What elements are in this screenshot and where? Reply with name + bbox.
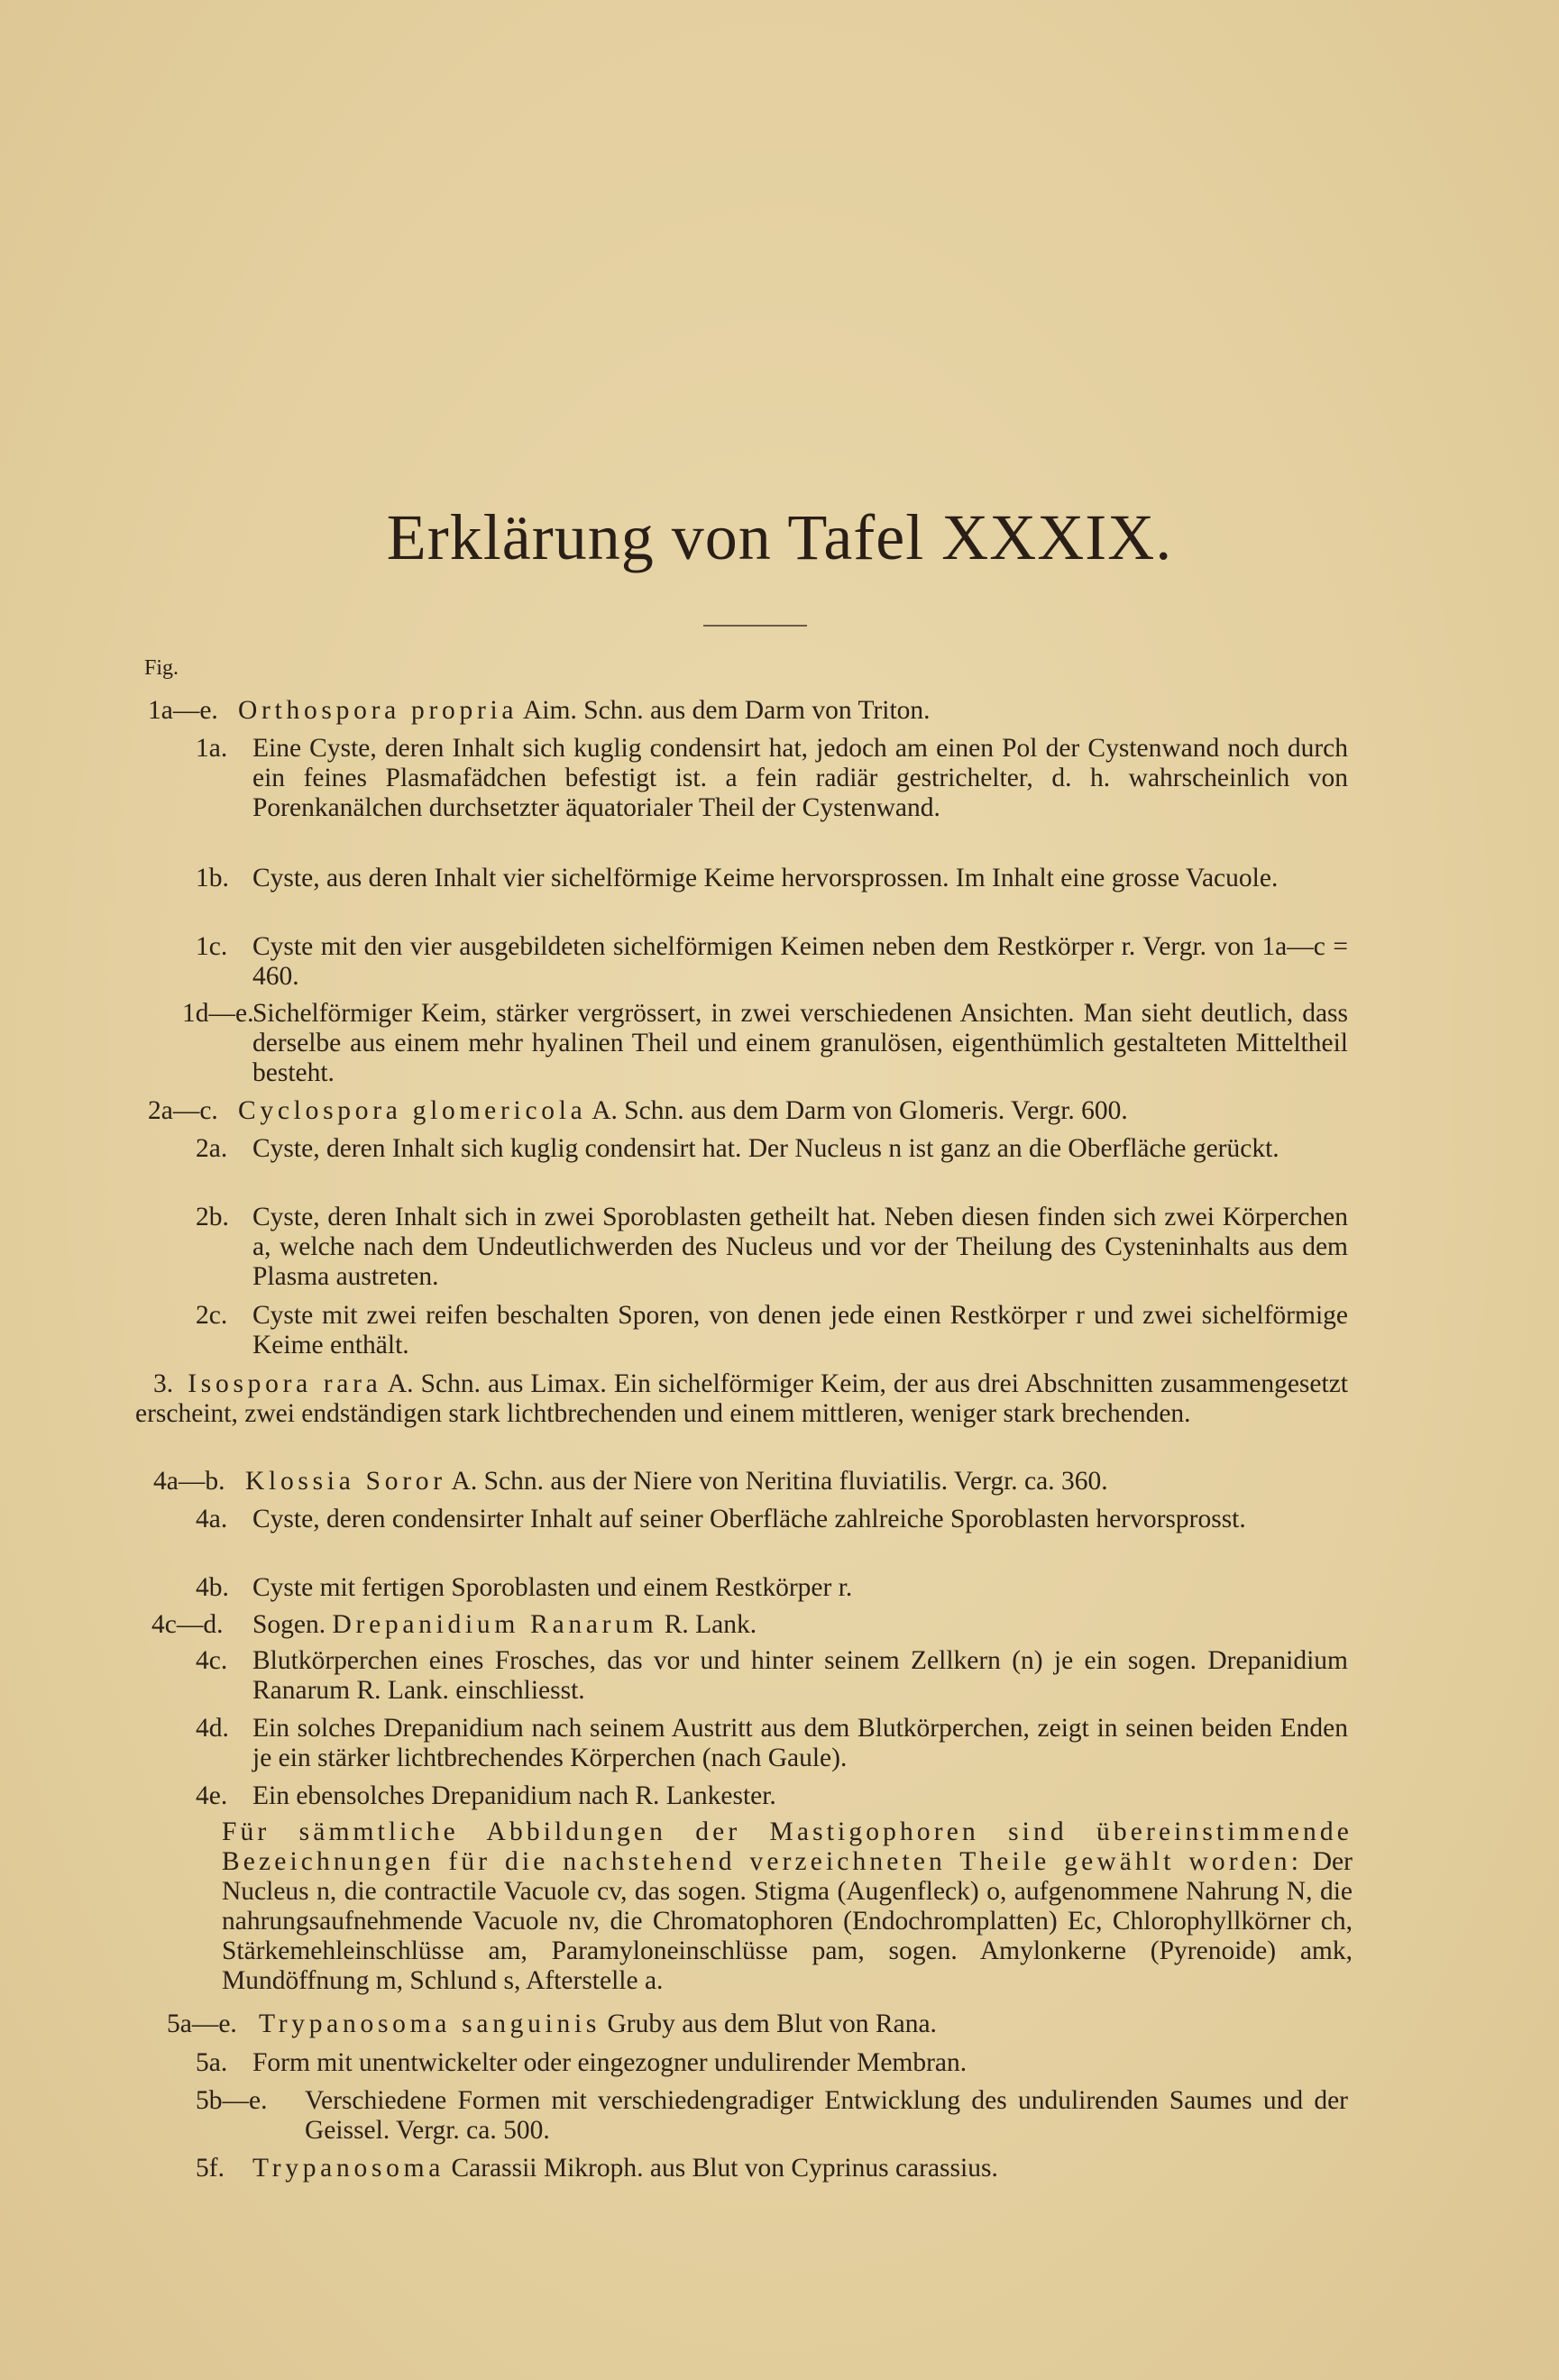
entry-text: Orthospora propria Aim. Schn. aus dem Darm von Triton. bbox=[238, 696, 931, 725]
entry-text: Blutkörperchen eines Frosches, das vor und hinter seinem Zellkern (n) je ein sogen. Drepanidium Ranarum R. Lank. einschliesst. bbox=[252, 1646, 1348, 1705]
entry-label: 5a. bbox=[196, 2048, 228, 2077]
entry-text: Cyste, deren condensirter Inhalt auf seiner Oberfläche zahlreiche Sporoblasten hervorsprosst. bbox=[252, 1505, 1246, 1533]
entry-text: Cyclospora glomericola A. Schn. aus dem Darm von Glomeris. Vergr. 600. bbox=[238, 1096, 1128, 1125]
species-name: Trypanosoma sanguinis bbox=[259, 2009, 601, 2038]
species-name: Drepanidium Ranarum bbox=[332, 1610, 658, 1639]
entry-text: Cyste mit fertigen Sporoblasten und einem Restkörper r. bbox=[252, 1573, 853, 1602]
entry-label: 1a—e. bbox=[148, 696, 218, 725]
title-rule bbox=[703, 625, 807, 627]
entry-text: Sichelförmiger Keim, stärker vergrössert, in zwei verschiedenen Ansichten. Man sieht deutlich, dass derselbe aus einem mehr hyalinen Theil und einem granulösen, eigenthümlich gestalteten Mitteltheil besteht. bbox=[252, 999, 1348, 1087]
entry-label: 5a—e. bbox=[167, 2009, 237, 2038]
entry-text: Ein ebensolches Drepanidium nach R. Lankester. bbox=[252, 1781, 776, 1810]
entry-label: 2b. bbox=[196, 1203, 229, 1231]
entry-text: Cyste, aus deren Inhalt vier sichelförmige Keime hervorsprossen. Im Inhalt eine grosse Vacuole. bbox=[252, 864, 1279, 892]
entry-label: 4d. bbox=[196, 1714, 229, 1743]
entry-label: 4a—b. bbox=[153, 1467, 225, 1496]
entry-text: Trypanosoma sanguinis Gruby aus dem Blut von Rana. bbox=[259, 2009, 937, 2038]
fig-label: Fig. bbox=[144, 656, 179, 680]
entry-label: 4b. bbox=[196, 1573, 229, 1602]
entry-label: 2a. bbox=[196, 1134, 228, 1163]
entry-text: Verschiedene Formen mit verschiedengradiger Entwicklung des undulirenden Saumes und der Geissel. Vergr. ca. 500. bbox=[305, 2086, 1348, 2145]
entry-label: 4c—d. bbox=[151, 1610, 224, 1639]
entry-text: Cyste mit zwei reifen beschalten Sporen, von denen jede einen Restkörper r und zwei sichelförmige Keime enthält. bbox=[252, 1301, 1348, 1359]
entry-label: 5f. bbox=[196, 2154, 225, 2183]
entry-label: 1d—e. bbox=[182, 999, 254, 1028]
entry-label: 2a—c. bbox=[148, 1096, 218, 1125]
entry-text: Klossia Soror A. Schn. aus der Niere von Neritina fluviatilis. Vergr. ca. 360. bbox=[245, 1467, 1108, 1496]
mastigophoren-note bbox=[135, 1817, 1353, 1996]
entry-label: 5b—e. bbox=[196, 2086, 268, 2115]
entry-text: Cyste, deren Inhalt sich in zwei Sporoblasten getheilt hat. Neben diesen finden sich zwei Körperchen a, welche nach dem Undeutlichwerden des Nucleus und vor der Theilung des Cysteninhalts aus dem Plasma austreten. bbox=[252, 1203, 1348, 1291]
entry-label: 1a. bbox=[196, 734, 228, 763]
entry-label: 4c. bbox=[196, 1646, 228, 1675]
entry-text: Trypanosoma Carassii Mikroph. aus Blut von Cyprinus carassius. bbox=[252, 2154, 998, 2183]
entry-text: Cyste mit den vier ausgebildeten sichelförmigen Keimen neben dem Restkörper r. Vergr. von 1a—c = 460. bbox=[252, 932, 1348, 991]
species-name: Orthospora propria bbox=[238, 696, 518, 725]
species-name: Klossia Soror bbox=[245, 1467, 446, 1496]
species-name: Isospora rara bbox=[188, 1369, 382, 1398]
entry-text: Eine Cyste, deren Inhalt sich kuglig condensirt hat, jedoch am einen Pol der Cystenwand noch durch ein feines Plasmafädchen befestigt ist. a fein radiär gestrichelter, d. h. wahrscheinlich von Porenkanälchen durchsetzter äquatorialer Theil der Cystenwand. bbox=[252, 734, 1348, 822]
entry-text: Sogen. Drepanidium Ranarum R. Lank. bbox=[252, 1610, 757, 1639]
species-name: Trypanosoma bbox=[252, 2154, 445, 2183]
note-heading: Für sämmtliche Abbildungen der Mastigophoren sind übereinstimmende Bezeichnungen für die nachstehend verzeichneten Theile gewählt worden: bbox=[222, 1817, 1353, 1876]
entry-label: 4a. bbox=[196, 1505, 228, 1533]
entry-label: 4e. bbox=[196, 1781, 228, 1810]
entry-label: 1b. bbox=[196, 864, 229, 892]
species-name: Cyclospora glomericola bbox=[238, 1096, 587, 1125]
entry-text: Cyste, deren Inhalt sich kuglig condensirt hat. Der Nucleus n ist ganz an die Oberfläche gerückt. bbox=[252, 1134, 1279, 1163]
note-text: Der Nucleus n, die contractile Vacuole cv, das sogen. Stigma (Augenfleck) o, aufgenommene Nahrung N, die nahrungsaufnehmende Vacuole nv, die Chromatophoren (Endochromplatten) Ec, Chlorophyllkörner ch, Stärkemehleinschlüsse am, Paramyloneinschlüsse pam, sogen. Amylonkerne (Pyrenoide) amk, Mundöffnung m, Schlund s, Afterstelle a. bbox=[222, 1847, 1353, 1995]
entry-label: 1c. bbox=[196, 932, 228, 961]
entry-text: 3. Isospora rara A. Schn. aus Limax. Ein sichelförmiger Keim, der aus drei Abschnitten zusammengesetzt erscheint, zwei endständigen stark lichtbrechenden und einem mittleren, weniger stark brechenden. bbox=[135, 1369, 1348, 1428]
entry-text: Form mit unentwickelter oder eingezogner undulirender Membran. bbox=[252, 2048, 967, 2077]
page-title: Erklärung von Tafel XXXIX. bbox=[386, 501, 1173, 573]
entry-label: 2c. bbox=[196, 1301, 228, 1330]
entry-text: Ein solches Drepanidium nach seinem Austritt aus dem Blutkörperchen, zeigt in seinen beiden Enden je ein stärker lichtbrechendes Körperchen (nach Gaule). bbox=[252, 1714, 1348, 1772]
